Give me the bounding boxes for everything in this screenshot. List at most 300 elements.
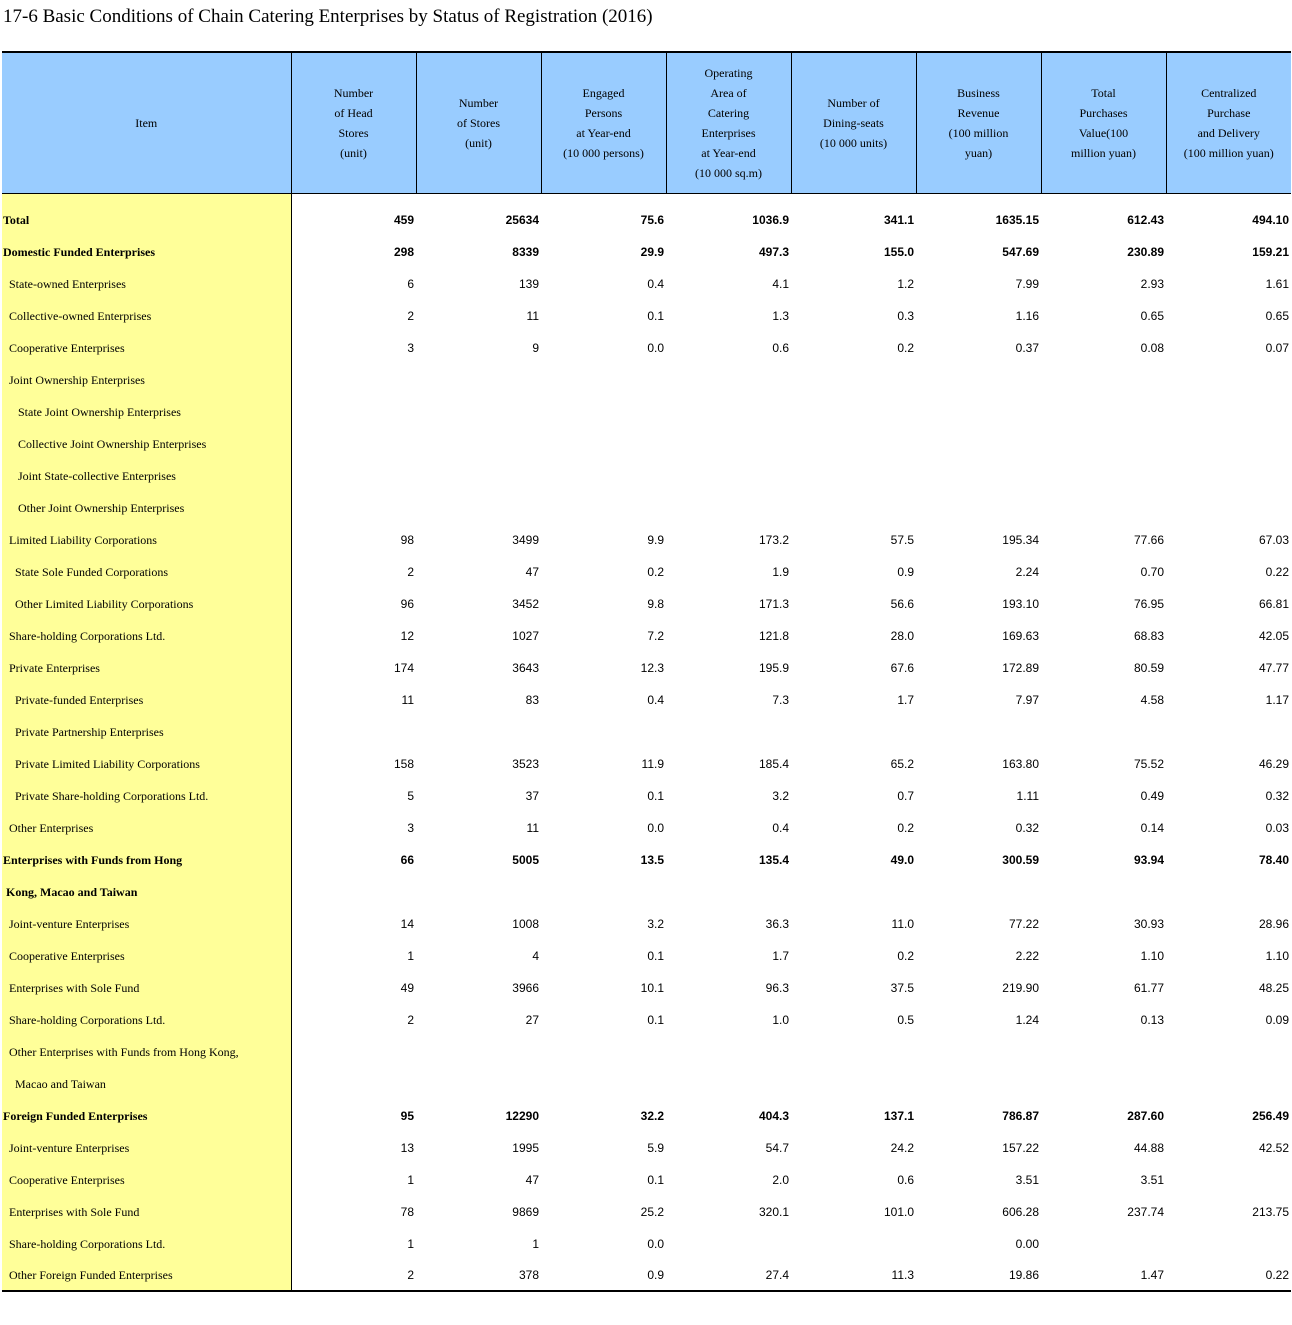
table-cell: 4 (532, 949, 539, 963)
table-cell (541, 428, 666, 460)
table-cell: 11.3 (791, 1260, 916, 1291)
table-cell: 11.9 (641, 757, 664, 771)
table-cell: 219.90 (1002, 981, 1039, 995)
row-label: Total (2, 194, 291, 237)
table-cell: 0.4 (647, 693, 664, 707)
table-cell: 5 (407, 789, 414, 803)
table-row (2, 364, 1291, 396)
table-cell: 137.1 (883, 1109, 914, 1123)
table-cell: 2.93 (1140, 277, 1164, 291)
table-cell: 13 (400, 1141, 414, 1155)
table-cell (1041, 1228, 1166, 1260)
table-cell: 0.03 (1265, 821, 1289, 835)
table-cell (666, 1068, 791, 1100)
table-cell (416, 876, 541, 908)
table-cell (666, 876, 791, 908)
table-cell: 24.2 (890, 1141, 914, 1155)
table-cell: 77.22 (1008, 917, 1039, 931)
table-cell: 36.3 (765, 917, 789, 931)
table-cell (666, 460, 791, 492)
table-cell: 3.2 (647, 917, 664, 931)
table-cell: 195.9 (758, 661, 789, 675)
table-row (2, 1068, 1291, 1100)
table-cell: 46.29 (1258, 757, 1289, 771)
table-cell: 0.32 (1265, 789, 1289, 803)
table-cell: 0.7 (897, 789, 914, 803)
table-cell: 2 (407, 309, 414, 323)
data-table (2, 51, 1291, 1292)
table-cell: 497.3 (758, 245, 789, 259)
table-cell (291, 396, 416, 428)
table-cell (291, 1068, 416, 1100)
table-cell: 287.60 (1127, 1109, 1164, 1123)
row-label: Private-funded Enterprises (2, 684, 291, 716)
table-row (2, 268, 1291, 300)
table-cell (291, 428, 416, 460)
table-cell: 612.43 (1127, 213, 1164, 227)
table-cell: 0.0 (647, 341, 664, 355)
table-cell: 48.25 (1258, 981, 1289, 995)
table-cell: 139 (518, 277, 539, 291)
table-cell: 28.0 (890, 629, 914, 643)
table-cell: 213.75 (1252, 1205, 1289, 1219)
table-cell (791, 1036, 916, 1068)
table-cell (916, 396, 1041, 428)
table-cell: 12.3 (640, 661, 664, 675)
table-cell: 27.4 (666, 1260, 791, 1291)
table-cell: 0.22 (1166, 1260, 1291, 1291)
table-cell: 78 (400, 1205, 414, 1219)
table-cell: 0.65 (1265, 309, 1289, 323)
table-cell (916, 1068, 1041, 1100)
table-cell: 0.0 (647, 1237, 664, 1251)
table-cell (916, 876, 1041, 908)
table-row (2, 844, 1291, 876)
table-cell: 0.1 (647, 949, 664, 963)
table-cell: 98 (400, 533, 414, 547)
table-cell: 3452 (512, 597, 539, 611)
table-cell: 95 (400, 1109, 414, 1123)
table-cell: 0.6 (897, 1173, 914, 1187)
table-row (2, 1036, 1291, 1068)
table-row (2, 876, 1291, 908)
table-cell (541, 1036, 666, 1068)
table-cell: 66 (400, 853, 414, 867)
table-cell (1041, 396, 1166, 428)
table-cell (1166, 1164, 1291, 1196)
table-row (2, 780, 1291, 812)
table-cell: 1.61 (1265, 277, 1289, 291)
table-cell: 12 (400, 629, 414, 643)
table-cell: 0.6 (772, 341, 789, 355)
table-cell (416, 428, 541, 460)
table-cell (1166, 492, 1291, 524)
table-cell: 25.2 (640, 1205, 664, 1219)
row-label: Share-holding Corporations Ltd. (2, 620, 291, 652)
table-cell: 47.77 (1258, 661, 1289, 675)
table-cell (916, 460, 1041, 492)
row-label: Other Joint Ownership Enterprises (2, 492, 291, 524)
table-row (2, 716, 1291, 748)
table-cell: 1027 (512, 629, 539, 643)
table-cell: 1.9 (772, 565, 789, 579)
table-cell: 172.89 (1002, 661, 1039, 675)
table-cell: 42.52 (1258, 1141, 1289, 1155)
table-cell: 7.97 (1015, 693, 1039, 707)
column-header: Operating Area of Catering Enterprises at Year-end (10 000 sq.m) (666, 52, 791, 194)
table-cell: 68.83 (1133, 629, 1164, 643)
table-cell: 0.1 (647, 309, 664, 323)
column-header-item: Item (2, 52, 291, 194)
table-cell (291, 492, 416, 524)
table-cell: 1 (532, 1237, 539, 1251)
table-row (2, 1132, 1291, 1164)
table-cell: 606.28 (1002, 1205, 1039, 1219)
table-cell: 4.1 (772, 277, 789, 291)
row-label: Private Limited Liability Corporations (2, 748, 291, 780)
table-cell: 157.22 (1002, 1141, 1039, 1155)
table-cell (1166, 716, 1291, 748)
table-cell: 28.96 (1258, 917, 1289, 931)
table-cell (1166, 364, 1291, 396)
table-row (2, 1228, 1291, 1260)
table-cell: 7.2 (647, 629, 664, 643)
row-label: Limited Liability Corporations (2, 524, 291, 556)
row-label: Other Enterprises (2, 812, 291, 844)
table-row (2, 684, 1291, 716)
table-cell: 37.5 (890, 981, 914, 995)
table-cell: 1.47 (1041, 1260, 1166, 1291)
table-cell: 44.88 (1133, 1141, 1164, 1155)
table-cell: 320.1 (758, 1205, 789, 1219)
table-cell: 0.4 (647, 277, 664, 291)
table-cell (791, 716, 916, 748)
column-header: Centralized Purchase and Delivery (100 million yuan) (1166, 52, 1291, 194)
table-cell: 193.10 (1002, 597, 1039, 611)
table-body (2, 194, 1291, 1292)
table-cell: 0.13 (1140, 1013, 1164, 1027)
table-cell: 0.1 (647, 789, 664, 803)
table-cell (791, 460, 916, 492)
table-cell: 2 (291, 1260, 416, 1291)
table-cell: 404.3 (758, 1109, 789, 1123)
table-cell: 121.8 (758, 629, 789, 643)
table-cell: 1.24 (1015, 1013, 1039, 1027)
table-cell: 2 (407, 1013, 414, 1027)
table-cell (1166, 1228, 1291, 1260)
table-cell (1166, 428, 1291, 460)
row-label: Share-holding Corporations Ltd. (2, 1004, 291, 1036)
table-cell (1166, 1036, 1291, 1068)
table-cell: 237.74 (1127, 1205, 1164, 1219)
table-cell: 75.52 (1133, 757, 1164, 771)
table-cell: 3.51 (1015, 1173, 1039, 1187)
table-cell: 0.5 (897, 1013, 914, 1027)
table-cell: 78.40 (1258, 853, 1289, 867)
table-cell: 1 (407, 1173, 414, 1187)
table-header (2, 52, 1291, 194)
table-cell (1041, 428, 1166, 460)
table-cell (791, 876, 916, 908)
table-cell: 0.4 (772, 821, 789, 835)
table-cell (791, 364, 916, 396)
table-cell: 0.2 (897, 949, 914, 963)
table-cell: 494.10 (1252, 213, 1289, 227)
table-cell: 1.10 (1265, 949, 1289, 963)
column-header: Number of Stores (unit) (416, 52, 541, 194)
table-row (2, 972, 1291, 1004)
table-cell: 77.66 (1133, 533, 1164, 547)
table-cell: 0.1 (647, 1173, 664, 1187)
column-header: Engaged Persons at Year-end (10 000 persons) (541, 52, 666, 194)
table-cell: 1.7 (897, 693, 914, 707)
table-cell (1041, 1068, 1166, 1100)
row-label: State-owned Enterprises (2, 268, 291, 300)
table-cell (291, 716, 416, 748)
table-row (2, 940, 1291, 972)
table-cell: 1.2 (897, 277, 914, 291)
row-label: Enterprises with Funds from Hong (2, 844, 291, 876)
table-cell: 174 (393, 661, 414, 675)
column-header: Number of Head Stores (unit) (291, 52, 416, 194)
table-cell: 3966 (512, 981, 539, 995)
table-cell: 3499 (512, 533, 539, 547)
table-cell: 0.14 (1140, 821, 1164, 835)
table-cell: 256.49 (1252, 1109, 1289, 1123)
column-header: Total Purchases Value(100 million yuan) (1041, 52, 1166, 194)
table-cell: 7.3 (772, 693, 789, 707)
table-cell (541, 364, 666, 396)
table-row (2, 1260, 1291, 1291)
table-cell: 3643 (512, 661, 539, 675)
table-cell: 11 (526, 821, 539, 835)
row-label: Collective-owned Enterprises (2, 300, 291, 332)
row-label: Private Partnership Enterprises (2, 716, 291, 748)
table-cell (291, 460, 416, 492)
table-cell: 3.2 (772, 789, 789, 803)
table-cell (666, 396, 791, 428)
row-label: Collective Joint Ownership Enterprises (2, 428, 291, 460)
table-cell: 1.10 (1140, 949, 1164, 963)
table-cell: 12290 (505, 1109, 539, 1123)
row-label: Cooperative Enterprises (2, 940, 291, 972)
table-cell (666, 1036, 791, 1068)
table-cell: 96 (400, 597, 414, 611)
table-cell: 30.93 (1133, 917, 1164, 931)
table-cell (541, 716, 666, 748)
table-cell (791, 428, 916, 460)
table-cell: 3 (407, 341, 414, 355)
table-cell (791, 1228, 916, 1260)
table-cell: 2.24 (1015, 565, 1039, 579)
table-cell: 341.1 (883, 213, 914, 227)
table-cell: 6 (407, 277, 414, 291)
table-cell (666, 1228, 791, 1260)
table-cell: 1.7 (772, 949, 789, 963)
table-cell (791, 1068, 916, 1100)
row-label: Foreign Funded Enterprises (2, 1100, 291, 1132)
table-cell: 1.17 (1265, 693, 1289, 707)
table-cell (1166, 396, 1291, 428)
row-label: Enterprises with Sole Fund (2, 1196, 291, 1228)
row-label: State Sole Funded Corporations (2, 556, 291, 588)
table-row (2, 524, 1291, 556)
table-cell: 5.9 (647, 1141, 664, 1155)
table-cell (416, 460, 541, 492)
table-cell: 1.3 (772, 309, 789, 323)
table-cell: 1 (407, 1237, 414, 1251)
table-cell: 67.03 (1258, 533, 1289, 547)
table-cell: 298 (393, 245, 414, 259)
table-cell: 61.77 (1133, 981, 1164, 995)
table-row (2, 652, 1291, 684)
table-cell: 25634 (505, 213, 539, 227)
table-cell: 155.0 (883, 245, 914, 259)
table-cell (416, 364, 541, 396)
table-cell: 1.16 (1015, 309, 1039, 323)
table-cell: 169.63 (1002, 629, 1039, 643)
row-label: Cooperative Enterprises (2, 1164, 291, 1196)
table-cell (1041, 492, 1166, 524)
table-cell: 11 (401, 693, 414, 707)
table-cell: 47 (525, 1173, 539, 1187)
table-cell: 0.22 (1265, 565, 1289, 579)
table-row (2, 1004, 1291, 1036)
table-cell (666, 428, 791, 460)
row-label: Other Limited Liability Corporations (2, 588, 291, 620)
table-cell: 3 (407, 821, 414, 835)
table-cell (1166, 460, 1291, 492)
table-cell: 0.08 (1140, 341, 1164, 355)
table-cell (541, 492, 666, 524)
table-cell: 1036.9 (752, 213, 789, 227)
table-cell: 459 (393, 213, 414, 227)
table-cell: 7.99 (1015, 277, 1039, 291)
table-cell: 49 (400, 981, 414, 995)
row-label: Joint-venture Enterprises (2, 908, 291, 940)
table-cell (1041, 876, 1166, 908)
table-cell (1041, 460, 1166, 492)
table-cell: 67.6 (890, 661, 914, 675)
table-cell: 75.6 (640, 213, 664, 227)
table-cell: 5005 (512, 853, 539, 867)
table-cell: 547.69 (1002, 245, 1039, 259)
table-cell: 1635.15 (995, 213, 1039, 227)
table-cell (791, 492, 916, 524)
row-label: Joint State-collective Enterprises (2, 460, 291, 492)
table-cell: 195.34 (1002, 533, 1039, 547)
table-cell: 42.05 (1258, 629, 1289, 643)
table-cell: 65.2 (890, 757, 914, 771)
table-cell: 0.2 (647, 565, 664, 579)
table-cell: 0.32 (1015, 821, 1039, 835)
table-cell: 1.11 (1016, 789, 1039, 803)
table-cell: 300.59 (1002, 853, 1039, 867)
table-cell: 66.81 (1258, 597, 1289, 611)
table-row (2, 908, 1291, 940)
row-label: Macao and Taiwan (2, 1068, 291, 1100)
row-label: Other Foreign Funded Enterprises (2, 1260, 291, 1291)
table-row (2, 332, 1291, 364)
table-cell: 9.8 (647, 597, 664, 611)
table-cell (1166, 876, 1291, 908)
table-cell: 378 (416, 1260, 541, 1291)
table-cell: 185.4 (758, 757, 789, 771)
table-cell (916, 428, 1041, 460)
table-cell: 19.86 (916, 1260, 1041, 1291)
table-cell: 4.58 (1140, 693, 1164, 707)
table-row (2, 492, 1291, 524)
table-cell: 0.9 (541, 1260, 666, 1291)
header-row (2, 52, 1291, 194)
table-cell: 0.07 (1265, 341, 1289, 355)
table-cell: 0.09 (1265, 1013, 1289, 1027)
table-cell: 9869 (512, 1205, 539, 1219)
table-cell (916, 364, 1041, 396)
table-cell: 29.9 (640, 245, 664, 259)
table-cell (666, 716, 791, 748)
table-row (2, 812, 1291, 844)
table-cell: 9 (532, 341, 539, 355)
table-cell: 76.95 (1133, 597, 1164, 611)
row-label: Share-holding Corporations Ltd. (2, 1228, 291, 1260)
table-cell (541, 1068, 666, 1100)
table-row (2, 588, 1291, 620)
table-cell (1041, 364, 1166, 396)
table-cell: 0.49 (1140, 789, 1164, 803)
table-cell (791, 396, 916, 428)
table-cell: 2.0 (772, 1173, 789, 1187)
table-cell (1041, 1036, 1166, 1068)
table-cell: 32.2 (640, 1109, 664, 1123)
table-cell: 10.1 (640, 981, 664, 995)
table-row (2, 460, 1291, 492)
table-cell (541, 876, 666, 908)
table-cell: 163.80 (1002, 757, 1039, 771)
table-row (2, 396, 1291, 428)
row-label: Kong, Macao and Taiwan (2, 876, 291, 908)
table-row (2, 1100, 1291, 1132)
column-header: Business Revenue (100 million yuan) (916, 52, 1041, 194)
table-cell: 3523 (512, 757, 539, 771)
table-cell: 159.21 (1252, 245, 1289, 259)
table-cell (416, 716, 541, 748)
table-cell: 8339 (512, 245, 539, 259)
table-cell: 9.9 (647, 533, 664, 547)
table-cell (666, 364, 791, 396)
table-cell: 158 (393, 757, 414, 771)
table-row (2, 1164, 1291, 1196)
table-cell (916, 716, 1041, 748)
table-cell (291, 876, 416, 908)
table-cell (1041, 716, 1166, 748)
table-cell (666, 492, 791, 524)
table-cell: 13.5 (640, 853, 664, 867)
table-cell: 230.89 (1127, 245, 1164, 259)
table-cell (416, 1036, 541, 1068)
table-cell: 1995 (512, 1141, 539, 1155)
table-cell: 0.2 (897, 341, 914, 355)
table-cell: 54.7 (765, 1141, 789, 1155)
table-cell: 0.3 (897, 309, 914, 323)
page-title: 17-6 Basic Conditions of Chain Catering Enterprises by Status of Registration (2016) (3, 6, 653, 27)
row-label: Enterprises with Sole Fund (2, 972, 291, 1004)
table-cell: 1.0 (772, 1013, 789, 1027)
table-cell: 0.37 (1015, 341, 1039, 355)
table-row (2, 620, 1291, 652)
table-cell: 171.3 (758, 597, 789, 611)
table-cell: 2.22 (1015, 949, 1039, 963)
